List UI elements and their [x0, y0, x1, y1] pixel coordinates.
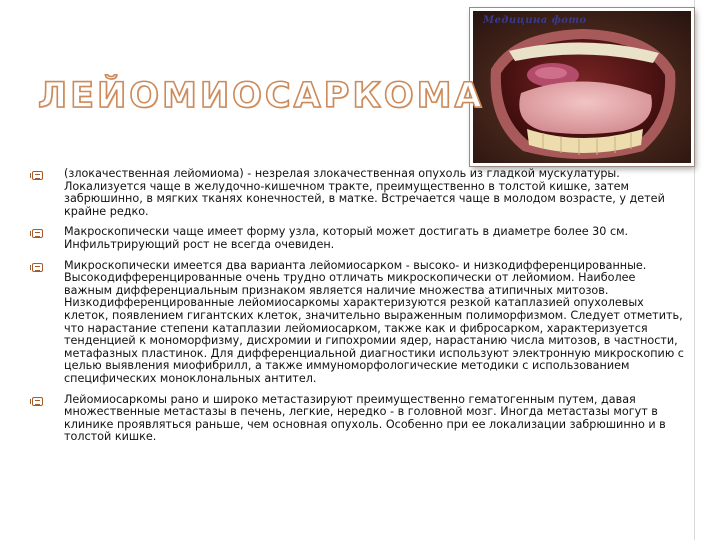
- bullet-item: [32, 226, 687, 251]
- bullet-text: Микроскопически имеется два варианта лейомиосарком - высоко- и низкодифференцированные. Высокодифференцированные очень трудно отличать микроскопически от лейомиом. Наиболее важным дифференциальным признаком является наличие множества атипичных митозов. Низкодифференцированные лейомиосаркомы характеризуются резкой катаплазией опухолевых клеток, появлением гигантских клеток, значительно выраженным полиморфизмом. Следует отметить, что нарастание степени катаплазии лейомиосарком, также как и фибросарком, характеризуется тенденцией к мономорфизму, дисхромии и гипохромии ядер, нарастанию числа митозов, в частности, метафазных пластинок. Для дифференциальной диагностики используют электронную микроскопию с целью выявления миофибрилл, а также иммуноморфологические методики с использованием специфических моноклональных антител.: [64, 258, 684, 385]
- photo-open-mouth: [470, 8, 694, 166]
- bullet-item: [32, 260, 687, 386]
- mouth-illustration: [473, 11, 691, 163]
- bullet-list: [32, 168, 687, 452]
- bullet-text: (злокачественная лейомиома) - незрелая злокачественная опухоль из гладкой мускулатуры. Локализуется чаще в желудочно-кишечном тракте, преимущественно в толстой кишке, затем забрюшинно, в мягких тканях конечностей, в матке. Встречается чаще в молодом возрасте, у детей крайне редко.: [64, 167, 665, 218]
- bullet-item: [32, 394, 687, 444]
- slide-title: ЛЕЙОМИОСАРКОМА: [38, 76, 485, 116]
- bullet-item: [32, 168, 687, 218]
- book-bullet-icon: [32, 229, 43, 238]
- photo-watermark: Медицина фото: [483, 15, 587, 26]
- book-bullet-icon: [32, 171, 43, 180]
- book-bullet-icon: [32, 263, 43, 272]
- bullet-text: Макроскопически чаще имеет форму узла, который может достигать в диаметре более 30 см. Инфильтрирующий рост не всегда очевиден.: [64, 225, 629, 251]
- bullet-text: Лейомиосаркомы рано и широко метастазируют преимущественно гематогенным путем, давая множественные метастазы в печень, легкие, нередко - в головной мозг. Иногда метастазы могут в клинике проявляться раньше, чем основная опухоль. Особенно при ее локализации забрюшинно и в толстой кишке.: [64, 392, 666, 444]
- slide-divider-line: [694, 0, 695, 540]
- book-bullet-icon: [32, 397, 43, 406]
